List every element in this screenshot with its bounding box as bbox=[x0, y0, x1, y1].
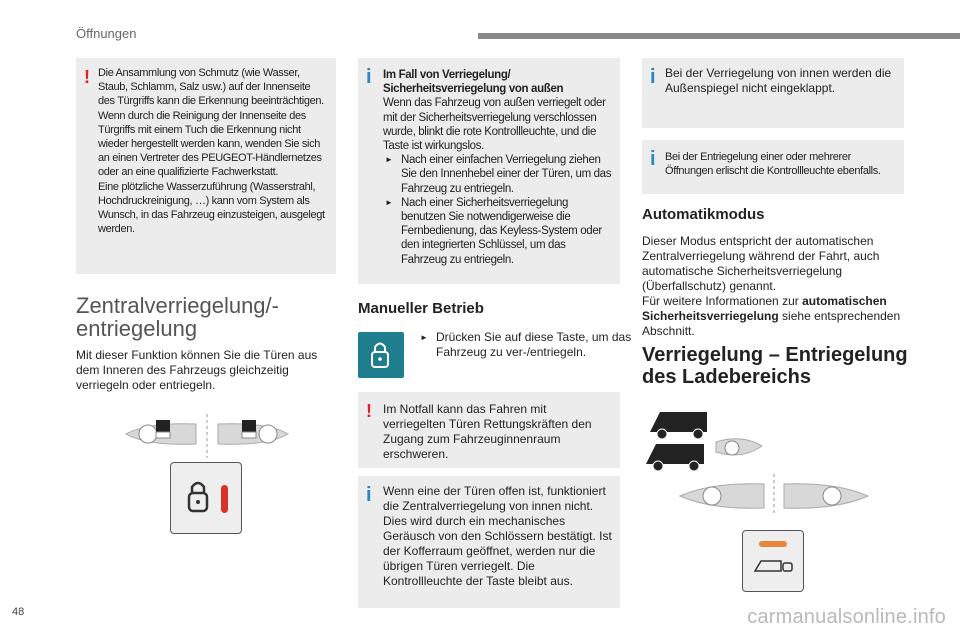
info-box-door-open bbox=[358, 476, 620, 608]
central-locking-text: Mit dieser Funktion können Sie die Türen aus dem Inneren des Fahrzeugs gleichzeitig verriegeln oder entriegeln. bbox=[76, 348, 318, 392]
door-handle-small bbox=[716, 439, 762, 455]
right-door-handle bbox=[218, 420, 288, 444]
warning-emergency-text: Im Notfall kann das Fahren mit verriegelten Türen Rettungskräften den Zugang zum Fahrzeuginnenraum erschweren. bbox=[383, 402, 592, 461]
cargo-lock-button-illustration bbox=[742, 530, 804, 592]
warning-text-1: Die Ansammlung von Schmutz (wie Wasser, Staub, Schlamm, Salz usw.) auf der Innenseite des Türgriffs kann die Erkennung beeinträchtigen. bbox=[98, 67, 324, 108]
info-bullet-2: ► Nach einer Sicherheitsverriegelung benutzen Sie notwendigerweise die Fernbedienung, das Keyless-System oder den integrierten Schlüssel, um das Fahrzeug zu entriegeln. bbox=[383, 196, 612, 267]
info-box-mirrors bbox=[642, 58, 904, 128]
info-title: Im Fall von Verriegelung/ Sicherheitsverriegelung von außen bbox=[383, 69, 564, 96]
cargo-van-illustration bbox=[642, 402, 772, 472]
manual-operation-text: ► Drücken Sie auf diese Taste, um das Fahrzeug zu ver-/entriegeln. bbox=[418, 330, 636, 360]
heading-cargo-locking: Verriegelung – Entriegelung des Ladebereichs bbox=[642, 344, 908, 388]
lock-icon bbox=[358, 332, 404, 378]
automatic-mode-text-2a: Für weitere Informationen zur bbox=[642, 294, 803, 308]
warning-text-3: Eine plötzliche Wasserzuführung (Wasserstrahl, Hochdruckreinigung, …) kann vom System als Wunsch, in das Fahrzeug einzusteigen, ausgelegt werden. bbox=[98, 180, 325, 236]
warning-box-dirt bbox=[76, 58, 336, 274]
automatic-mode-text-2c: siehe entsprechenden Abschnitt. bbox=[642, 309, 901, 338]
van-side-view bbox=[650, 412, 707, 439]
page-header-title: Öffnungen bbox=[76, 26, 137, 41]
info-box-unlocking bbox=[642, 140, 904, 194]
info-icon: i bbox=[366, 484, 372, 506]
automatic-mode-text-1: Dieser Modus entspricht der automatischen Zentralverriegelung während der Fahrt, auch automatische Sicherheitsverriegelung (Überfallschutz) genannt. bbox=[642, 234, 880, 293]
central-lock-button-illustration bbox=[170, 462, 242, 534]
header-bar bbox=[478, 33, 960, 39]
left-door-handle bbox=[126, 420, 196, 444]
warning-icon: ! bbox=[366, 401, 372, 421]
right-cargo-handle bbox=[784, 484, 868, 509]
info-icon: i bbox=[366, 66, 372, 88]
heading-automatic-mode: Automatikmodus bbox=[642, 206, 765, 223]
warning-box-emergency bbox=[358, 392, 620, 468]
info-box-external-lock bbox=[358, 58, 620, 284]
info-bullet-1: ► Nach einer einfachen Verriegelung ziehen Sie den Innenhebel einer der Türen, um das Fahrzeug zu entriegeln. bbox=[383, 153, 612, 196]
automatic-mode-text bbox=[642, 234, 906, 339]
info-door-open-text: Wenn eine der Türen offen ist, funktioniert die Zentralverriegelung von innen nicht. Dies wird durch ein mechanisches Geräusch von den Schlössern bestätigt. Ist der Kofferraum geöffnet, werden nur die übrigen Türen verriegelt. Die Kontrollleuchte der Taste bleibt aus. bbox=[383, 484, 612, 588]
info-text: Wenn das Fahrzeug von außen verriegelt oder mit der Sicherheitsverriegelung verschlossen wurde, blinkt die rote Kontrollleuchte, und die Taste ist wirkungslos. bbox=[383, 97, 606, 153]
watermark: carmanualsonline.info bbox=[747, 606, 946, 628]
cargo-door-handles-illustration bbox=[676, 472, 876, 518]
page-number: 48 bbox=[12, 606, 25, 618]
warning-icon: ! bbox=[84, 67, 90, 87]
heading-central-locking: Zentralverriegelung/-entriegelung bbox=[76, 293, 279, 341]
info-icon: i bbox=[650, 66, 656, 88]
cargo-lock-icon bbox=[743, 531, 803, 591]
heading-manual-operation: Manueller Betrieb bbox=[358, 300, 484, 317]
teal-lock-button-icon bbox=[358, 332, 404, 378]
info-unlocking-text: Bei der Entriegelung einer oder mehrerer Öffnungen erlischt die Kontrollleuchte ebenfalls. bbox=[665, 151, 881, 178]
warning-text-2: Wenn durch die Reinigung der Innenseite des Türgriffs mit einem Tuch die Erkennung nicht wieder hergestellt werden kann, wenden Sie sich an einen Vertreter des PEUGEOT-Händlernetzes oder an eine qualifizierte Fachwerkstatt. bbox=[98, 109, 322, 179]
automatic-mode-link-term: automatischen Sicherheitsverriegelung bbox=[642, 294, 887, 323]
info-mirrors-text: Bei der Verriegelung von innen werden die Außenspiegel nicht eingeklappt. bbox=[665, 66, 892, 95]
door-handles-illustration bbox=[118, 412, 318, 462]
lock-icon bbox=[171, 463, 241, 533]
info-icon: i bbox=[650, 148, 656, 170]
left-cargo-handle bbox=[680, 484, 764, 509]
van-open-door-view bbox=[646, 444, 704, 471]
